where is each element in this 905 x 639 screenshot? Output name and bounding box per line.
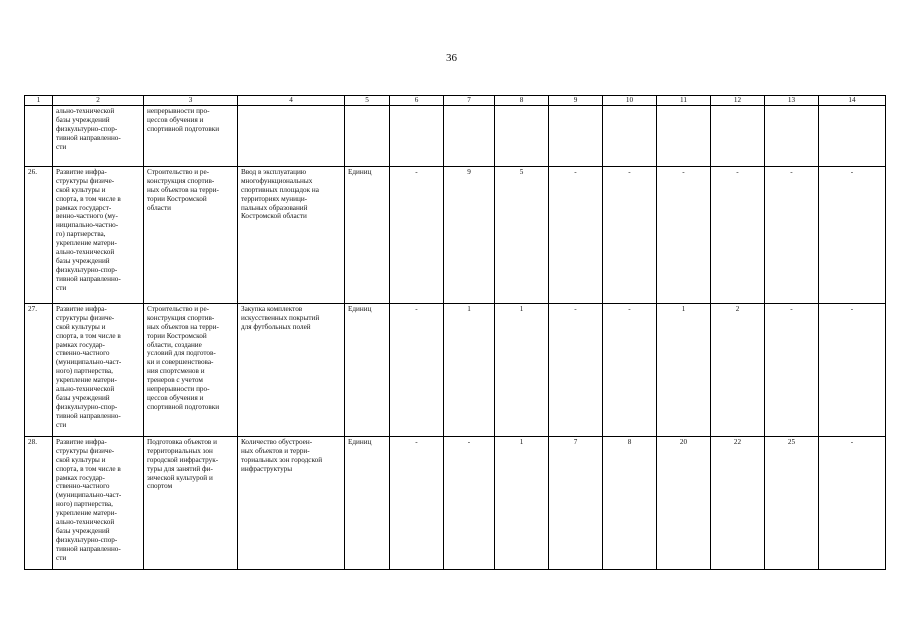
value-cell: - (390, 303, 444, 436)
direction-cell: Развитие инфра- структуры физиче- ской культуры и спорта, в том числе в рамках государст- венно-частного (му- ниципально-частно- го) партнерства, укрепление матери- ально-технической базы учреждений физкультурно-спор- тивной направленно- сти (53, 166, 144, 303)
indicator-cell: Количество обустроен- ных объектов и терри- ториальных зон городской инфраструктуры (238, 436, 345, 569)
column-header: 14 (819, 96, 886, 106)
column-header: 8 (495, 96, 549, 106)
value-cell (549, 105, 603, 166)
value-cell: - (765, 303, 819, 436)
value-cell: - (549, 303, 603, 436)
value-cell: 9 (444, 166, 495, 303)
value-cell (657, 105, 711, 166)
value-cell: 8 (603, 436, 657, 569)
indicators-table (24, 95, 886, 570)
unit-cell: Единиц (345, 303, 390, 436)
value-cell: - (444, 436, 495, 569)
page-number: 36 (446, 52, 457, 64)
value-cell: 7 (549, 436, 603, 569)
column-header: 12 (711, 96, 765, 106)
value-cell: - (390, 436, 444, 569)
unit-cell (345, 105, 390, 166)
value-cell: 1 (495, 303, 549, 436)
column-header: 3 (144, 96, 238, 106)
column-header: 5 (345, 96, 390, 106)
value-cell (765, 105, 819, 166)
value-cell: - (549, 166, 603, 303)
column-header: 1 (25, 96, 53, 106)
value-cell: 5 (495, 166, 549, 303)
column-header: 6 (390, 96, 444, 106)
row-number-cell: 28. (25, 436, 53, 569)
measure-cell: Строительство и ре- конструкция спортив- ных объектов на терри- тории Костромской области (144, 166, 238, 303)
column-header: 7 (444, 96, 495, 106)
column-header: 10 (603, 96, 657, 106)
value-cell: 2 (711, 303, 765, 436)
value-cell: - (603, 303, 657, 436)
value-cell: 1 (444, 303, 495, 436)
value-cell: - (819, 303, 886, 436)
value-cell: - (657, 166, 711, 303)
value-cell: 22 (711, 436, 765, 569)
value-cell (819, 105, 886, 166)
column-header: 11 (657, 96, 711, 106)
value-cell (711, 105, 765, 166)
unit-cell: Единиц (345, 436, 390, 569)
value-cell: - (711, 166, 765, 303)
value-cell (390, 105, 444, 166)
column-header: 4 (238, 96, 345, 106)
direction-cell: Развитие инфра- структуры физиче- ской культуры и спорта, в том числе в рамках государ- ственно-частного (муниципально-част- ного) партнерства, укрепление матери- ально-технической базы учреждений физкультурно-спор- тивной направленно- сти (53, 303, 144, 436)
table-row-27 (25, 303, 886, 436)
header-row (25, 96, 886, 106)
row-number-cell: 27. (25, 303, 53, 436)
value-cell: - (765, 166, 819, 303)
column-header: 13 (765, 96, 819, 106)
value-cell: 1 (495, 436, 549, 569)
value-cell: 20 (657, 436, 711, 569)
value-cell (603, 105, 657, 166)
value-cell (444, 105, 495, 166)
table-row-28 (25, 436, 886, 569)
direction-cell: ально-технической базы учреждений физкультурно-спор- тивной направленно- сти (53, 105, 144, 166)
table-row-26 (25, 166, 886, 303)
row-number-cell: 26. (25, 166, 53, 303)
value-cell: - (603, 166, 657, 303)
indicator-cell: Ввод в эксплуатацию многофункциональных спортивных площадок на территориях муници- пальных образований Костромской области (238, 166, 345, 303)
indicator-cell (238, 105, 345, 166)
unit-cell: Единиц (345, 166, 390, 303)
value-cell: 1 (657, 303, 711, 436)
row-number-cell (25, 105, 53, 166)
column-header: 2 (53, 96, 144, 106)
indicator-cell: Закупка комплектов искусственных покрытий для футбольных полей (238, 303, 345, 436)
measure-cell: непрерывности про- цессов обучения и спортивной подготовки (144, 105, 238, 166)
value-cell: 25 (765, 436, 819, 569)
value-cell: - (819, 166, 886, 303)
measure-cell: Подготовка объектов и территориальных зон городской инфраструк- туры для занятий фи- зической культурой и спортом (144, 436, 238, 569)
column-header: 9 (549, 96, 603, 106)
measure-cell: Строительство и ре- конструкция спортив- ных объектов на терри- тории Костромской области, создание условий для подготов- ки и совершенствова- ния спортсменов и тренеров с учетом непрерывности про- цессов обучения и спортивной подготовки (144, 303, 238, 436)
value-cell (495, 105, 549, 166)
direction-cell: Развитие инфра- структуры физиче- ской культуры и спорта, в том числе в рамках государ- ственно-частного (муниципально-част- ного) партнерства, укрепление матери- ально-технической базы учреждений физкультурно-спор- тивной направленно- сти (53, 436, 144, 569)
table-row-continuation (25, 105, 886, 166)
value-cell: - (390, 166, 444, 303)
value-cell: - (819, 436, 886, 569)
